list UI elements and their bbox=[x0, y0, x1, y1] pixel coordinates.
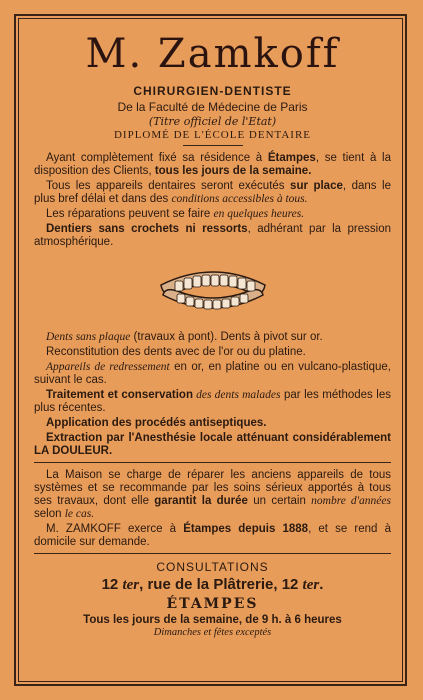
text: en or, en platine ou en vulcano-plastique, suivant le cas. bbox=[34, 361, 391, 386]
profession: CHIRURGIEN-DENTISTE bbox=[133, 84, 292, 98]
city: ÉTAMPES bbox=[166, 596, 259, 612]
text: , dans le plus bref délai et dans des bbox=[34, 180, 391, 205]
text: 12 bbox=[101, 576, 123, 593]
text: . bbox=[319, 576, 324, 593]
dentures-paragraph bbox=[34, 223, 391, 249]
divider bbox=[34, 553, 391, 554]
service-bridges bbox=[34, 331, 391, 344]
residence-paragraph bbox=[34, 152, 391, 178]
text: Les réparations peuvent se faire bbox=[46, 208, 214, 220]
text-bold: sur place bbox=[290, 180, 343, 192]
dentist-name: M. Zamkoff bbox=[85, 31, 340, 77]
text-italic: en quelques heures. bbox=[213, 208, 305, 220]
official-title: (Titre officiel de l'Etat) bbox=[148, 115, 277, 128]
opening-hours: Tous les jours de la semaine, de 9 h. à 6 heures bbox=[83, 614, 342, 626]
text: , rue de la Plâtrerie, 12 bbox=[139, 576, 303, 593]
text-bold: tous les jours de la semaine. bbox=[154, 165, 312, 177]
faculty: De la Faculté de Médecine de Paris bbox=[117, 100, 308, 114]
text-bold: Traitement et conservation bbox=[46, 389, 193, 401]
text: M. ZAMKOFF exerce à bbox=[46, 523, 184, 535]
repairs-paragraph bbox=[34, 208, 391, 221]
text-italic: le cas. bbox=[64, 508, 95, 520]
service-antiseptic: Application des procédés antiseptiques. bbox=[46, 417, 267, 429]
diploma: DIPLOMÉ DE L'ÉCOLE DENTAIRE bbox=[113, 129, 312, 141]
ad-content bbox=[34, 26, 391, 638]
text: par les méthodes les plus récentes. bbox=[34, 389, 391, 414]
text: La Maison se charge de réparer les anciens appareils de tous systèmes et se recommande par les soins sérieux apportés à tous ses travaux, dont elle bbox=[34, 469, 391, 507]
text-italic: Appareils de redressement bbox=[46, 361, 170, 373]
text: Tous les appareils dentaires seront exécutés bbox=[46, 180, 291, 192]
text-bold: garantit la durée bbox=[154, 495, 248, 507]
text-bold: Étampes depuis 1888 bbox=[183, 523, 309, 535]
text-italic: Dents sans plaque bbox=[46, 331, 131, 343]
text-italic: ter bbox=[302, 577, 320, 593]
service-treatment bbox=[34, 389, 391, 415]
text: , adhérant par la pression atmosphérique. bbox=[34, 223, 391, 248]
text: Ayant complètement fixé sa résidence à bbox=[46, 152, 268, 164]
text-italic: ter bbox=[122, 577, 140, 593]
service-extraction: Extraction par l'Anesthésie locale atténuant considérablement LA DOULEUR. bbox=[34, 432, 391, 457]
service-orthodontics bbox=[34, 361, 391, 387]
text: , se tient à la disposition des Clients, bbox=[34, 152, 391, 177]
text-italic: conditions accessibles à tous. bbox=[171, 193, 308, 205]
exerce-paragraph bbox=[34, 523, 391, 549]
divider bbox=[34, 462, 391, 463]
text: un certain bbox=[247, 495, 312, 507]
closed-days: Dimanches et fêtes exceptés bbox=[153, 627, 272, 638]
text: , et se rend à domicile sur demande. bbox=[34, 523, 391, 548]
appliances-paragraph bbox=[34, 180, 391, 206]
service-reconstruction: Reconstitution des dents avec de l'or ou du platine. bbox=[46, 346, 306, 358]
text-bold: Étampes bbox=[267, 152, 316, 164]
text: (travaux à pont). Dents à pivot sur or. bbox=[130, 331, 323, 343]
text-italic: nombre d'années bbox=[311, 495, 391, 507]
denture-illustration bbox=[153, 263, 273, 323]
address bbox=[34, 576, 391, 594]
text: selon bbox=[34, 508, 65, 520]
consultations-heading: CONSULTATIONS bbox=[156, 560, 269, 574]
maison-paragraph bbox=[34, 469, 391, 521]
divider bbox=[183, 145, 243, 146]
text-bold: Dentiers sans crochets ni ressorts bbox=[46, 223, 248, 235]
text-italic: des dents malades bbox=[192, 389, 281, 401]
